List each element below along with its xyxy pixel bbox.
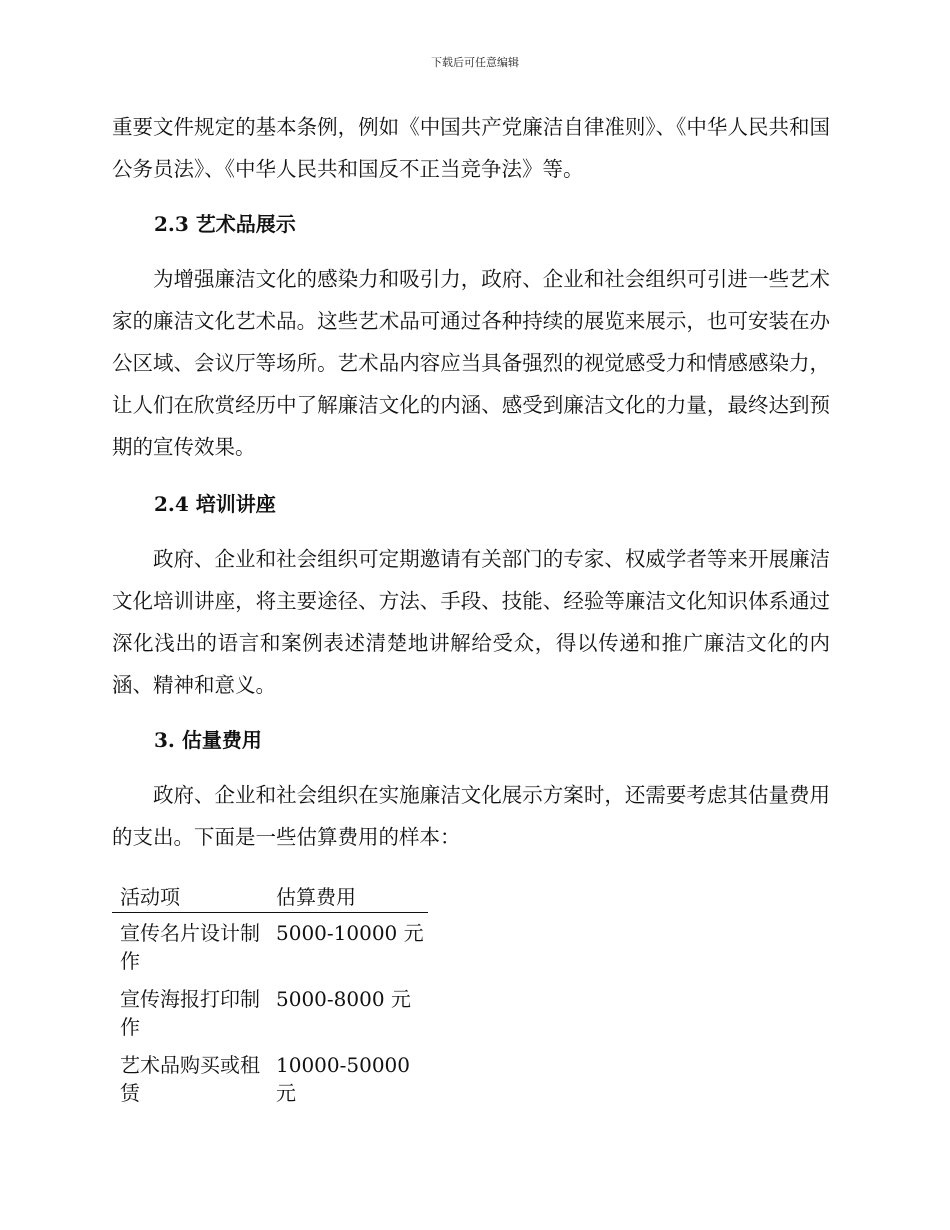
column-header-cost: 估算费用: [268, 876, 428, 913]
paragraph-artworks: 为增强廉洁文化的感染力和吸引力，政府、企业和社会组织可引进一些艺术家的廉洁文化艺术品。这些艺术品可通过各种持续的展览来展示，也可安装在办公区域、会议厅等场所。艺术品内容应当具备强烈的视觉感受力和情感感染力，让人们在欣赏经历中了解廉洁文化的内涵、感受到廉洁文化的力量，最终达到预期的宣传效果。: [112, 267, 830, 459]
heading-3: 3. 估量费用: [154, 728, 262, 752]
heading-2-3: 2.3 艺术品展示: [154, 212, 296, 236]
table-row: [112, 979, 428, 1045]
table-cell-item: 艺术品购买或租赁: [120, 1053, 260, 1105]
table-cell-cost: 10000-50000 元: [276, 1053, 411, 1105]
table-cell-item: 宣传海报打印制作: [120, 987, 260, 1039]
heading-2-4: 2.4 培训讲座: [154, 492, 276, 516]
paragraph-regulations: 重要文件规定的基本条例，例如《中国共产党廉洁自律准则》、《中华人民共和国公务员法》、《中华人民共和国反不正当竞争法》等。: [112, 115, 830, 181]
cost-table: [112, 876, 428, 1111]
table-cell-cost: 5000-10000 元: [276, 921, 424, 945]
paragraph-cost-intro: 政府、企业和社会组织在实施廉洁文化展示方案时，还需要考虑其估量费用的支出。下面是一些估算费用的样本：: [112, 783, 830, 849]
table-row: [112, 913, 428, 980]
paragraph-lectures: 政府、企业和社会组织可定期邀请有关部门的专家、权威学者等来开展廉洁文化培训讲座，将主要途径、方法、手段、技能、经验等廉洁文化知识体系通过深化浅出的语言和案例表述清楚地讲解给受众，得以传递和推广廉洁文化的内涵、精神和意义。: [112, 547, 830, 697]
table-cell-item: 宣传名片设计制作: [120, 921, 260, 973]
table-cell-cost: 5000-8000 元: [276, 987, 411, 1011]
column-header-item: 活动项: [112, 876, 268, 913]
table-header-row: [112, 876, 428, 913]
table-row: [112, 1045, 428, 1111]
page-header: 下载后可任意编辑: [431, 56, 519, 69]
